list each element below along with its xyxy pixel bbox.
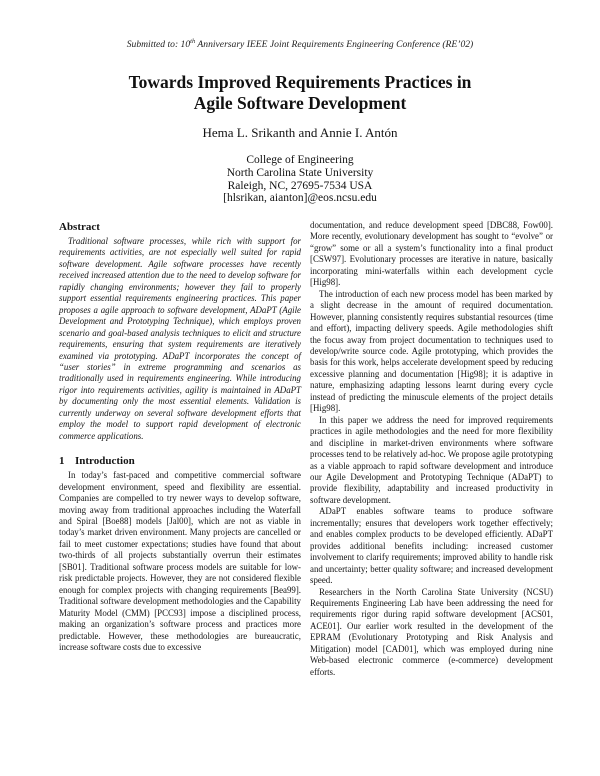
affiliation-email: [hlsrikan, aianton]@eos.ncsu.edu (223, 192, 377, 205)
introduction-heading (59, 454, 301, 468)
intro-paragraph-1-continued: documentation, and reduce development speed [DBC88, Fow00]. More recently, evolutionary development has sought to “evolve” or “grow” some or all a system’s functionality into a final product [CSW97]. Evolutionary processes are iterative in nature, basically incorporating mini-waterfalls within each development cycle [Hig98]. (310, 220, 553, 288)
conference-header (0, 38, 600, 50)
intro-paragraph-4: ADaPT enables software teams to produce software incrementally; ensures that developers work together effectively; and enables complex products to be developed efficiently. ADaPT provides additional benefits including: increased customer involvement to clarify requirements; improved ability to handle risk and uncertainty; better quality software; and increased development speed. (310, 506, 553, 586)
left-column (59, 220, 301, 653)
affiliation-college: College of Engineering (246, 154, 354, 166)
title-line-1: Towards Improved Requirements Practices in (128, 72, 472, 92)
affiliation (0, 154, 600, 205)
section-title: Introduction (75, 455, 135, 468)
intro-paragraph-5: Researchers in the North Carolina State University (NCSU) Requirements Engineering Lab have been addressing the need for requirements rigor during rapid software development [ACS01, ACE01]. Our earlier work resulted in the development of the EPRAM (Evolutionary Prototyping and Risk Analysis and Mitigation) model [CAD01], which was employed during nine Web-based electronic commerce (e-commerce) development efforts. (310, 586, 553, 677)
header-superscript: th (190, 38, 196, 45)
right-column (310, 220, 553, 678)
abstract-text: Traditional software processes, while rich with support for requirements activities, are not especially well suited for rapid software development. Agile software processes have recently received increased attention due to the need to develop software for rapidly changing environments; however they fail to properly support essential requirements engineering practices. This paper proposes a agile approach to software development, ADaPT (Agile Development and Prototyping Technique), which employs proven scenario and goal-based analysis techniques to elicit and structure requirements, ensuring that system requirements are iteratively examined via prototyping. ADaPT incorporates the concept of “user stories” in extreme programming and scenarios as traditionally used in requirements engineering. While introducing rigor into requirements activities, agility is maintained in ADaPT by documenting only the most essential elements. Validation is currently underway on several software development efforts that employ the model to support rapid development of electronic commerce applications. (59, 236, 301, 441)
header-prefix: Submitted to: 10 (126, 39, 191, 51)
title-line-2: Agile Software Development (193, 93, 407, 113)
section-number: 1 (59, 455, 65, 468)
affiliation-address: Raleigh, NC, 27695-7534 USA (227, 179, 373, 192)
authors: Hema L. Srikanth and Annie I. Antón (202, 125, 398, 140)
header-suffix: Anniversary IEEE Joint Requirements Engineering Conference (RE’02) (195, 39, 474, 51)
intro-paragraph-3: In this paper we address the need for improved requirements practices in agile methodologies and the need for more flexibility and discipline in market-driven environments where software processes tend to be relatively ad-hoc. We propose agile prototyping as a viable approach to rapid software development and introduce our Agile Development and Prototyping Technique (ADaPT) to provide flexibility, adaptability and increased productivity in software development. (310, 414, 553, 505)
intro-paragraph-1: In today’s fast-paced and competitive commercial software development environment, speed and flexibility are essential. Companies are compelled to try newer ways to develop software, moving away from traditional approaches including the Waterfall and Spiral [Boe88] models [Jal00], which are not as viable in today’s market driven environment. Many projects are cancelled or fail to meet customer expectations; studies have found that about two-thirds of all projects substantially overrun their estimates [SB01]. Traditional software process models are suitable for low-risk predictable projects. However, they are not considered flexible enough for complex projects with changing requirements [Bea99]. Traditional software development methodologies and the Capability Maturity Model (CMM) [PCC93] impose a disciplined process, making an organization’s software process and practices more predictable. However, these methodologies are bureaucratic, increase software costs due to excessive (59, 470, 301, 652)
intro-paragraph-2: The introduction of each new process model has been marked by a slight decrease in the amount of required documentation. However, planning consistently requires substantial resources (time and effort), impacting delivery speeds. Agile methodologies shift the focus away from project documentation to techniques used to develop/write source code. Agile prototyping, which provides the basis for this work, helps accelerate development speed by reducing excessive planning and documentation [Hig98]; it is adaptive in nature, emphasizing adapting lessons learnt during every cycle instead of predicting the minuscule elements of the project details [Hig98]. (310, 288, 553, 414)
paper-title (0, 72, 600, 114)
abstract-heading: Abstract (59, 221, 100, 233)
affiliation-university: North Carolina State University (226, 166, 374, 179)
